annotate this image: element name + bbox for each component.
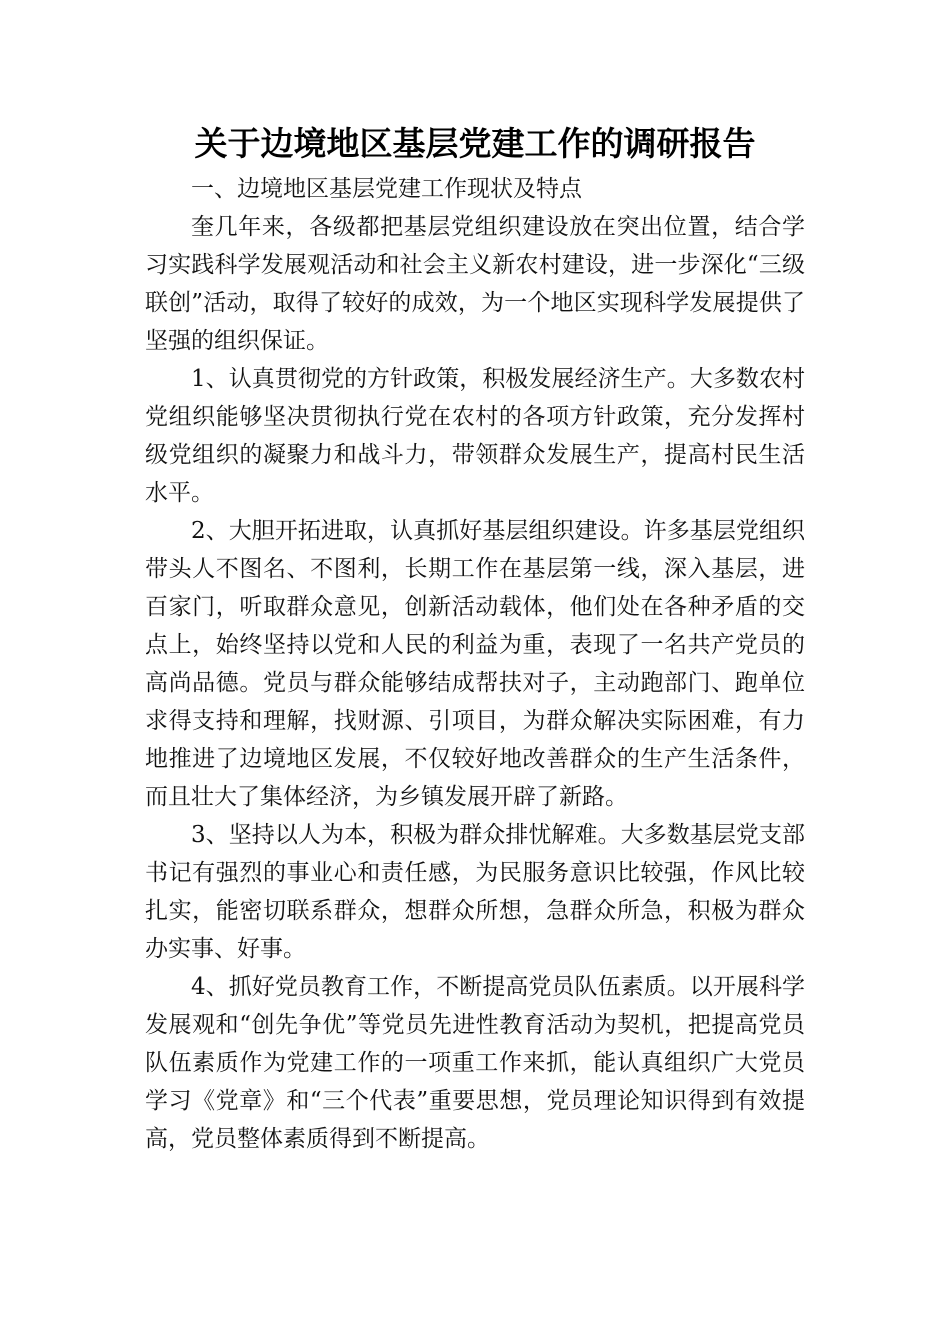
paragraph-3: 3、坚持以人为本，积极为群众排忧解难。大多数基层党支部书记有强烈的事业心和责任感，为民服务意识比较强，作风比较扎实，能密切联系群众，想群众所想，急群众所急，积极为群众办实事、好事。 xyxy=(145,822,805,962)
paragraph-4: 4、抓好党员教育工作，不断提高党员队伍素质。以开展科学发展观和“创先争优”等党员先进性教育活动为契机，把提高党员队伍素质作为党建工作的一项重工作来抓，能认真组织广大党员学习《党章》和“三个代表”重要思想，党员理论知识得到有效提高，党员整体素质得到不断提高。 xyxy=(145,974,805,1152)
document-title: 关于边境地区基层党建工作的调研报告 xyxy=(194,124,756,163)
document-body xyxy=(145,170,805,1158)
paragraph-intro: 奎几年来，各级都把基层党组织建设放在突出位置，结合学习实践科学发展观活动和社会主义新农村建设，进一步深化“三级联创”活动，取得了较好的成效，为一个地区实现科学发展提供了坚强的组织保证。 xyxy=(145,214,805,354)
section-heading: 一、边境地区基层党建工作现状及特点 xyxy=(191,176,582,202)
paragraph-2: 2、大胆开拓进取，认真抓好基层组织建设。许多基层党组织带头人不图名、不图利，长期工作在基层第一线，深入基层，进百家门，听取群众意见，创新活动载体，他们处在各种矛盾的交点上，始终坚持以党和人民的利益为重，表现了一名共产党员的高尚品德。党员与群众能够结成帮扶对子，主动跑部门、跑单位求得支持和理解，找财源、引项目，为群众解决实际困难，有力地推进了边境地区发展，不仅较好地改善群众的生产生活条件，而且壮大了集体经济，为乡镇发展开辟了新路。 xyxy=(145,518,805,810)
paragraph-1: 1、认真贯彻党的方针政策，积极发展经济生产。大多数农村党组织能够坚决贯彻执行党在农村的各项方针政策，充分发挥村级党组织的凝聚力和战斗力，带领群众发展生产，提高村民生活水平。 xyxy=(145,366,805,506)
